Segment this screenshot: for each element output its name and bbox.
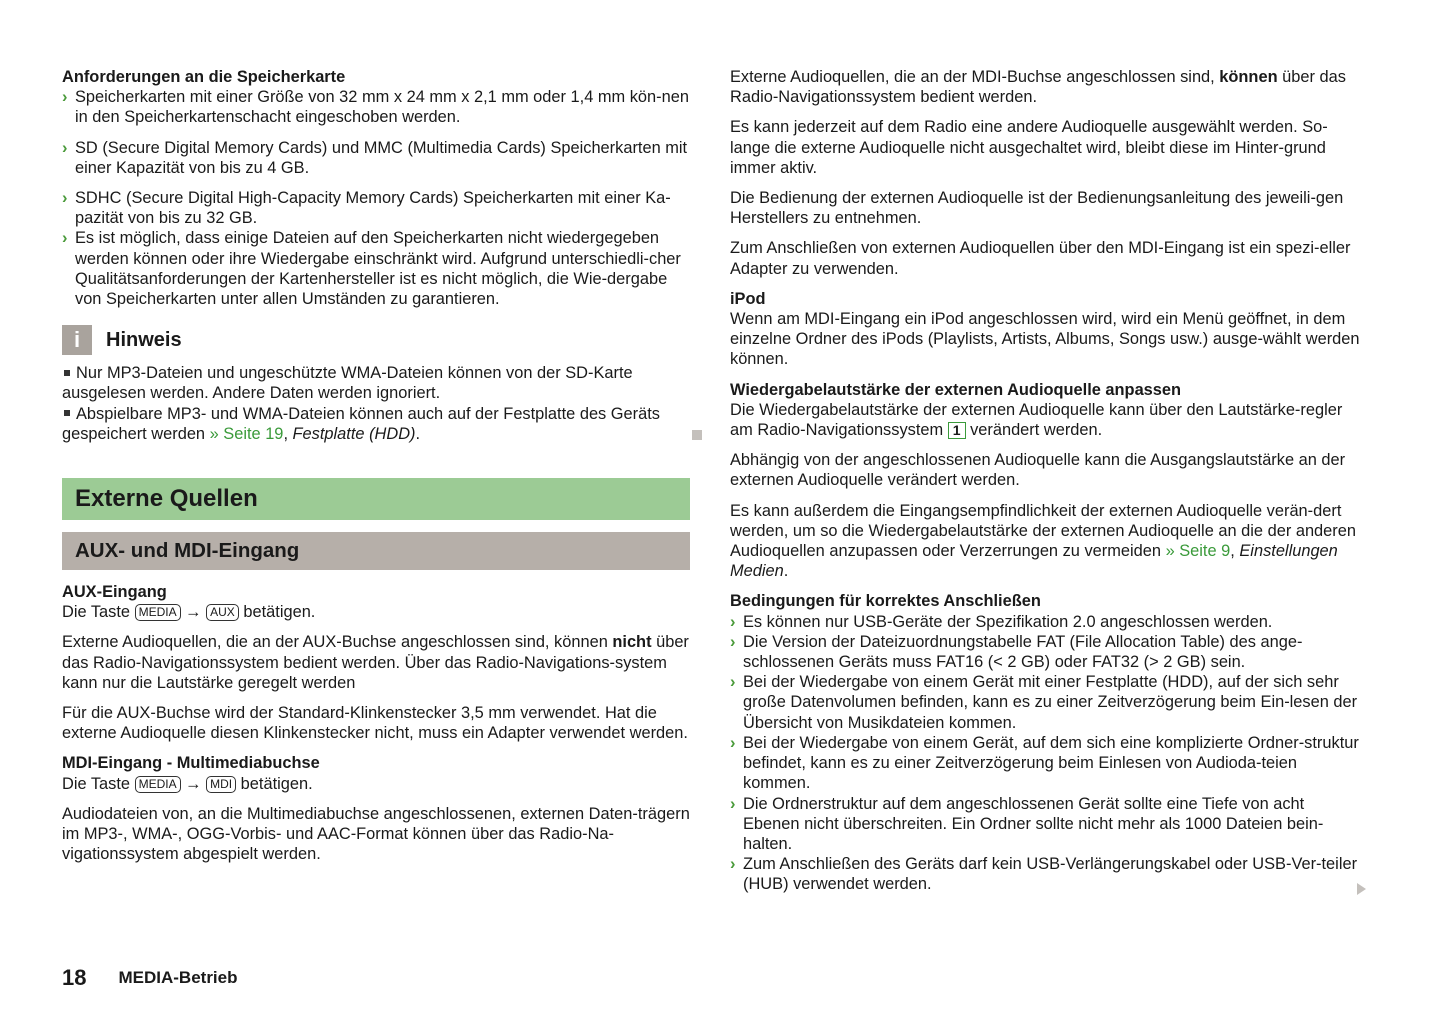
end-of-section-icon bbox=[692, 430, 702, 440]
subsection-title: AUX- und MDI-Eingang bbox=[62, 532, 690, 570]
list-item: › Speicherkarten mit einer Größe von 32 mm x 24 mm x 2,1 mm oder 1,4 mm kön-nen in den Speicherkartenschacht eingeschoben werden. bbox=[62, 88, 689, 127]
list-item: › SDHC (Secure Digital High-Capacity Memory Cards) Speicherkarten mit einer Ka-pazität von bis zu 32 GB. bbox=[62, 189, 671, 228]
hinweis-body bbox=[62, 363, 690, 444]
req-heading: Anforderungen an die Speicherkarte bbox=[62, 68, 346, 86]
chevron-right-icon: › bbox=[730, 733, 736, 752]
square-bullet-icon bbox=[64, 370, 70, 376]
hinweis-title: Hinweis bbox=[106, 329, 182, 352]
footer-section-name: MEDIA-Betrieb bbox=[118, 968, 238, 987]
chevron-right-icon: › bbox=[62, 229, 68, 248]
conditions-bullet-list bbox=[730, 612, 1360, 895]
page-link-9[interactable]: » Seite 9 bbox=[1165, 542, 1231, 561]
right-paragraph-6: Es kann außerdem die Eingangsempfindlichkeit der externen Audioquelle verän-dert werden, um so die Wiedergabelautstärke der externen Audioquelle an die der anderen Audioquellen anzupassen oder Verzerrungen zu vermeiden » Seite 9, Einstellungen Medien. bbox=[730, 501, 1356, 581]
media-key-icon: MEDIA bbox=[135, 776, 181, 793]
page-link-19[interactable]: » Seite 19 bbox=[209, 424, 284, 443]
chevron-right-icon: › bbox=[730, 794, 736, 813]
chevron-right-icon: › bbox=[62, 88, 68, 107]
volume-paragraph: Die Wiedergabelautstärke der externen Audioquelle kann über den Lautstärke-regler am Radio-Navigationssystem 1 verändert werden. bbox=[730, 400, 1343, 440]
aux-paragraph-1: Externe Audioquellen, die an der AUX-Buchse angeschlossen sind, können nicht über das Radio-Navigationssystem bedient werden. Über das Radio-Navigations-system kann nur die Lautstärke geregelt werden bbox=[62, 633, 689, 692]
left-column bbox=[62, 67, 690, 874]
chevron-right-icon: › bbox=[62, 189, 68, 208]
list-item: › SD (Secure Digital Memory Cards) und MMC (Multimedia Cards) Speicherkarten mit einer Kapazität von bis zu 4 GB. bbox=[62, 138, 688, 177]
chevron-right-icon: › bbox=[730, 673, 736, 692]
list-item: › Die Ordnerstruktur auf dem angeschlossenen Gerät sollte eine Tiefe von acht Ebenen nicht überschreiten. Ein Ordner sollte nicht mehr als 1000 Dateien bein-halten. bbox=[730, 794, 1324, 853]
volume-heading: Wiedergabelautstärke der externen Audioquelle anpassen bbox=[730, 380, 1182, 399]
ipod-heading: iPod bbox=[730, 289, 766, 308]
right-paragraph-4: Zum Anschließen von externen Audioquellen über den MDI-Eingang ist ein spezi-eller Adapter zu verwenden. bbox=[730, 239, 1351, 278]
list-item: › Es ist möglich, dass einige Dateien auf den Speicherkarten nicht wiedergegeben werden können oder ihre Wiedergabe einschränkt wird. Aufgrund unterschiedli-cher Qualitätsanforderungen der Kartenhersteller ist es nicht möglich, die Wie-dergabe von Speicherkarten unter allen Umständen zu garantieren. bbox=[62, 229, 681, 309]
right-paragraph-1: Externe Audioquellen, die an der MDI-Buchse angeschlossen sind, können über das Radio-Navigationssystem bedient werden. bbox=[730, 68, 1346, 107]
square-bullet-icon bbox=[64, 410, 70, 416]
page-footer bbox=[62, 965, 238, 990]
hinweis-note-2: Abspielbare MP3- und WMA-Dateien können auch auf der Festplatte des Geräts gespeichert werden » Seite 19, Festplatte (HDD). bbox=[62, 404, 660, 443]
chevron-right-icon: › bbox=[62, 138, 68, 157]
reference-title: Festplatte (HDD) bbox=[292, 424, 416, 443]
reference-title: Einstellungen Medien bbox=[730, 542, 1338, 581]
mdi-heading: MDI-Eingang - Multimediabuchse bbox=[62, 754, 320, 773]
list-item: › Bei der Wiedergabe von einem Gerät, auf dem sich eine komplizierte Ordner-struktur befindet, kann es zu einer Zeitverzögerung beim Einlesen von Audioda-teien kommen. bbox=[730, 733, 1359, 793]
right-paragraph-2: Es kann jederzeit auf dem Radio eine andere Audioquelle ausgewählt werden. So-lange die externe Audioquelle nicht ausgechaltet wird, bleibt diese im Hinter-grund immer aktiv. bbox=[730, 118, 1328, 177]
arrow-icon: → bbox=[185, 603, 202, 622]
mdi-key-icon: MDI bbox=[206, 776, 236, 793]
aux-paragraph-2: Für die AUX-Buchse wird der Standard-Klinkenstecker 3,5 mm verwendet. Hat die externe Audioquelle diesen Klinkenstecker nicht, muss ein Adapter verwendet werden. bbox=[62, 704, 688, 743]
callout-number-1: 1 bbox=[948, 422, 966, 439]
list-item: › Zum Anschließen des Geräts darf kein USB-Verlängerungskabel oder USB-Ver-teiler (HUB) verwendet werden. bbox=[730, 855, 1358, 894]
chevron-right-icon: › bbox=[730, 855, 736, 874]
page-number: 18 bbox=[62, 965, 87, 990]
list-item: › Es können nur USB-Geräte der Spezifikation 2.0 angeschlossen werden. bbox=[730, 612, 1273, 631]
continue-arrow-icon bbox=[1357, 883, 1366, 895]
right-column bbox=[730, 67, 1360, 895]
chevron-right-icon: › bbox=[730, 632, 736, 651]
hinweis-note-1: Nur MP3-Dateien und ungeschützte WMA-Dateien können von der SD-Karte ausgelesen werden. Andere Daten werden ignoriert. bbox=[62, 364, 633, 403]
req-bullet-list bbox=[62, 87, 690, 309]
arrow-icon: → bbox=[185, 774, 202, 793]
list-item: › Die Version der Dateizuordnungstabelle FAT (File Allocation Table) des ange-schlossenen Geräts muss FAT16 (< 2 GB) oder FAT32 (> 2 GB) sein. bbox=[730, 632, 1303, 672]
media-key-icon: MEDIA bbox=[135, 604, 181, 621]
info-icon: i bbox=[62, 325, 92, 355]
mdi-step: Die Taste MEDIA → MDI betätigen. bbox=[62, 774, 313, 793]
right-paragraph-5: Abhängig von der angeschlossenen Audioquelle kann die Ausgangslautstärke an der externen Audioquelle verändert werden. bbox=[730, 451, 1346, 490]
aux-step: Die Taste MEDIA → AUX betätigen. bbox=[62, 603, 316, 622]
list-item: › Bei der Wiedergabe von einem Gerät mit einer Festplatte (HDD), auf der sich sehr große Datenvolumen befinden, kann es zu einer Zeitverzögerung beim Ein-lesen der Übersicht von Musikdateien kommen. bbox=[730, 673, 1358, 732]
chevron-right-icon: › bbox=[730, 612, 736, 631]
right-paragraph-3: Die Bedienung der externen Audioquelle ist der Bedienungsanleitung des jeweili-gen Herstellers zu entnehmen. bbox=[730, 189, 1344, 228]
mdi-paragraph: Audiodateien von, an die Multimediabuchse angeschlossenen, externen Daten-trägern im MP3-, WMA-, OGG-Vorbis- und AAC-Format können über das Radio-Na-vigationssystem abgespielt werden. bbox=[62, 804, 690, 864]
hinweis-header bbox=[62, 325, 690, 355]
aux-key-icon: AUX bbox=[206, 604, 239, 621]
aux-heading: AUX-Eingang bbox=[62, 583, 167, 602]
section-title: Externe Quellen bbox=[62, 478, 690, 520]
conditions-heading: Bedingungen für korrektes Anschließen bbox=[730, 592, 1041, 611]
ipod-paragraph: Wenn am MDI-Eingang ein iPod angeschlossen wird, wird ein Menü geöffnet, in dem einzelne Ordner des iPods (Playlists, Artists, Albums, Songs usw.) ausge-wählt werden können. bbox=[730, 310, 1360, 369]
